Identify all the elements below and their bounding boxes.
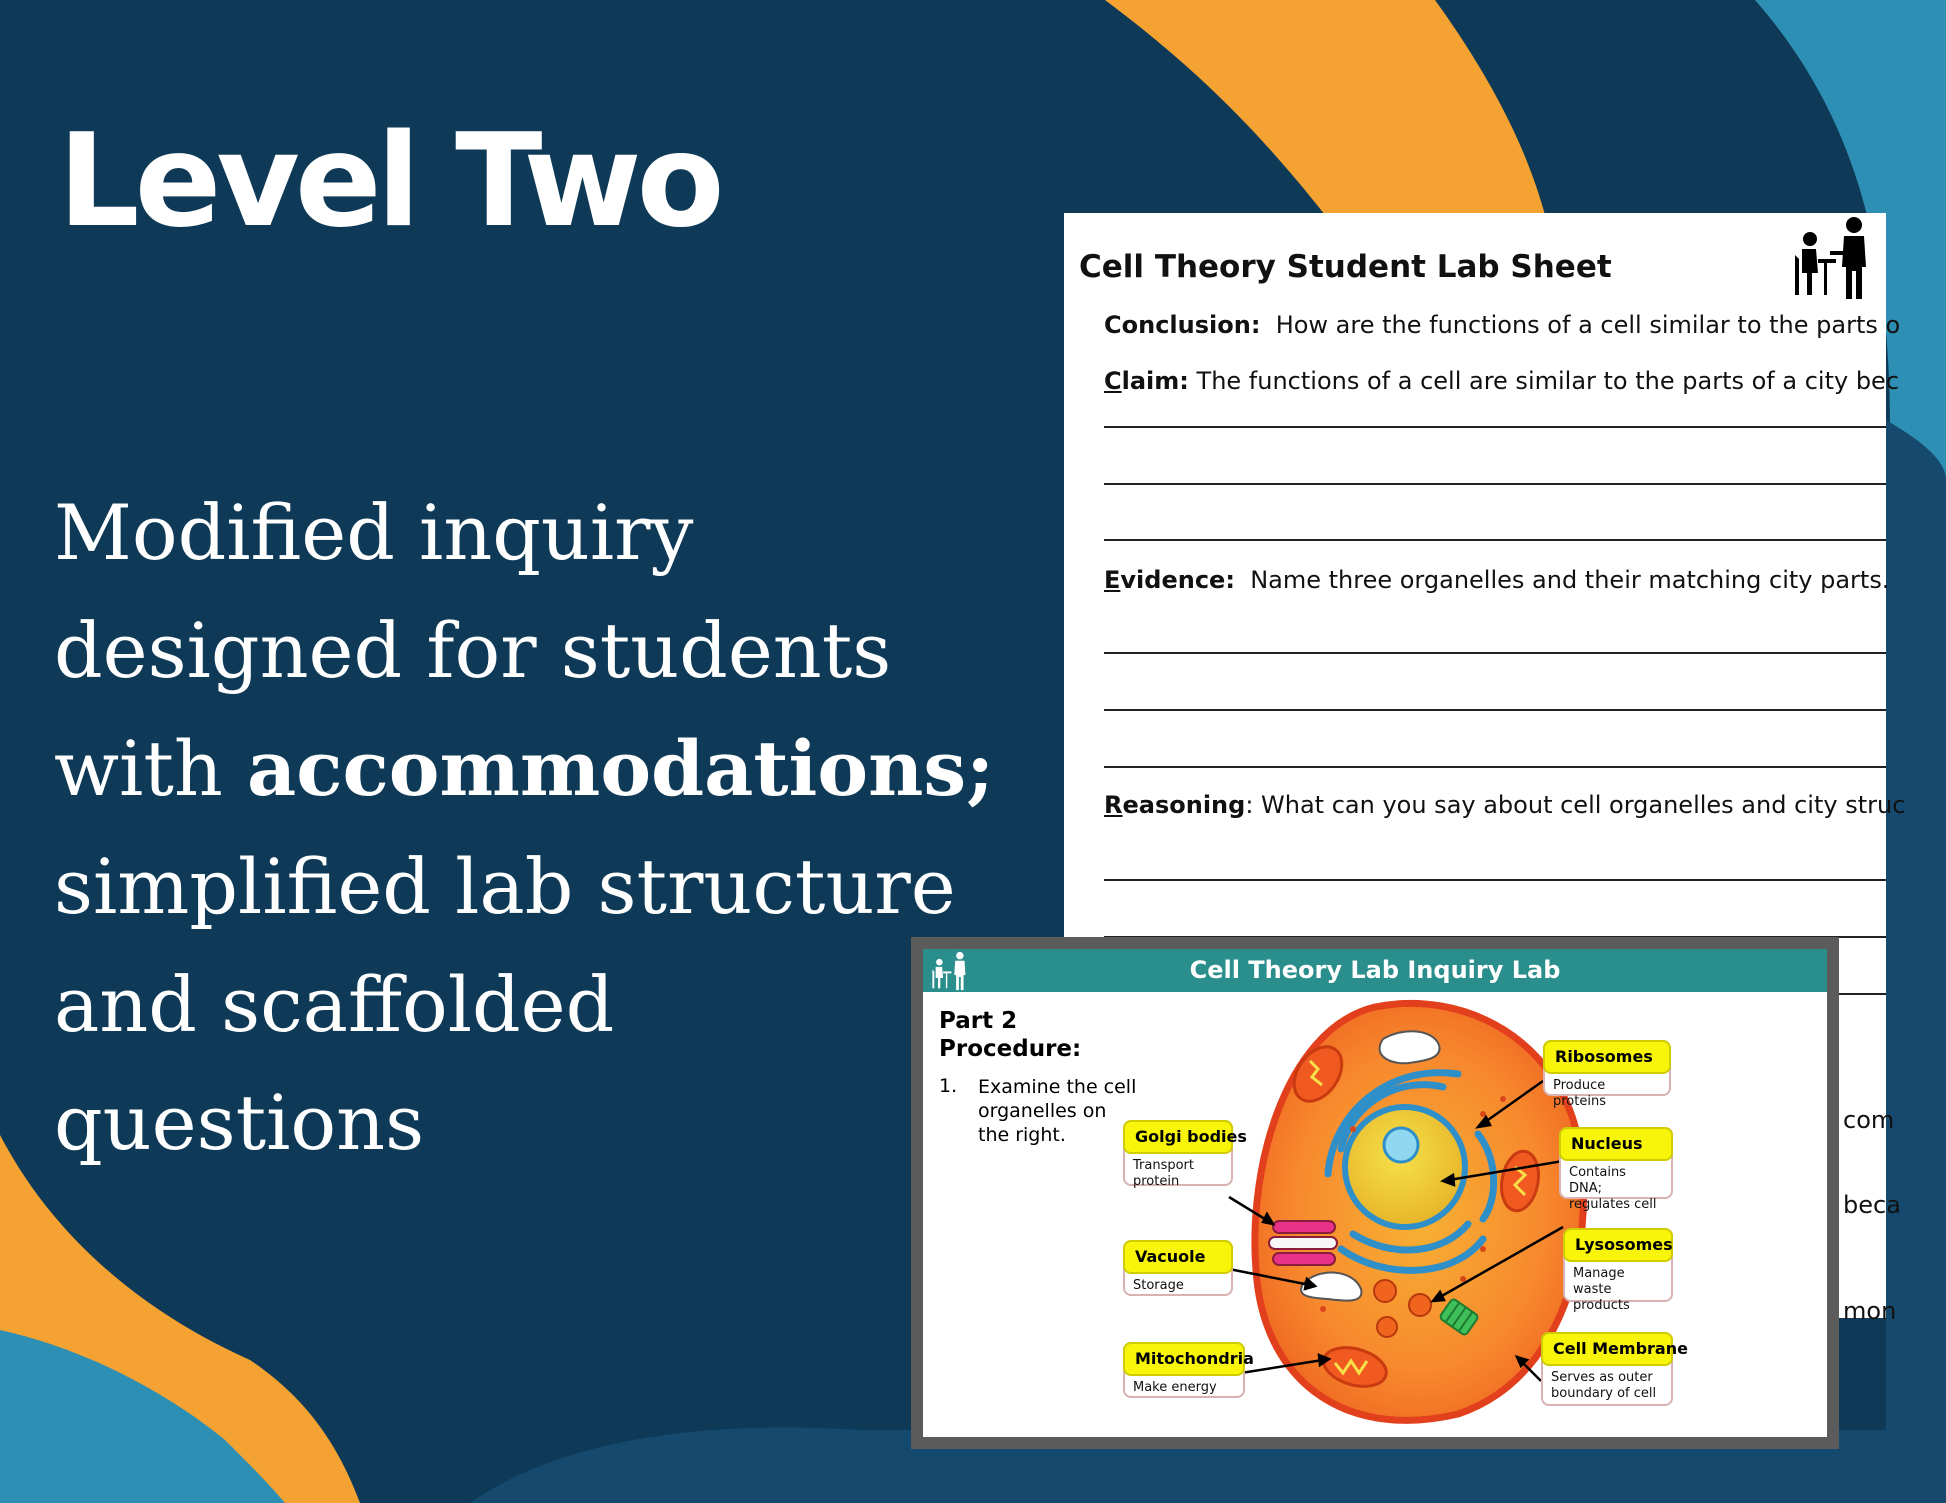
answer-line <box>1104 539 1886 541</box>
page-title: Level Two <box>58 107 720 256</box>
step-number: 1. <box>939 1075 958 1097</box>
step-text: Examine the cell organelles on the right. <box>978 1076 1137 1146</box>
description-line-6: questions <box>54 1078 425 1167</box>
nucleus <box>1345 1107 1465 1227</box>
blue-shape-right <box>1886 420 1946 1503</box>
animal-cell-diagram <box>923 949 1827 1437</box>
answer-line <box>1104 426 1886 428</box>
label-golgi-bodies: Golgi bodies Transport protein <box>1123 1120 1233 1186</box>
answer-line <box>1104 879 1886 881</box>
partial-text: mon <box>1843 1297 1897 1325</box>
partial-text: beca <box>1843 1191 1901 1219</box>
lab-sheet-title: Cell Theory Student Lab Sheet <box>1079 249 1612 285</box>
lysosome <box>1377 1317 1397 1337</box>
vacuole <box>1380 1031 1440 1063</box>
slide-title: Cell Theory Lab Inquiry Lab <box>1189 956 1561 984</box>
reasoning-prompt: Reasoning: What can you say about cell organelles and city struc <box>1104 791 1906 819</box>
answer-line <box>1104 483 1886 485</box>
label-vacuole: Vacuole Storage <box>1123 1240 1233 1296</box>
label-ribosomes: Ribosomes Produce proteins <box>1543 1040 1671 1096</box>
nucleolus <box>1384 1128 1418 1162</box>
lysosome <box>1409 1294 1431 1316</box>
answer-line <box>1104 766 1886 768</box>
label-lysosomes: Lysosomes Manage waste products <box>1563 1228 1673 1302</box>
description-line-5: and scaffolded <box>54 960 615 1049</box>
label-nucleus: Nucleus Contains DNA; regulates cell <box>1559 1127 1673 1199</box>
evidence-prompt: Evidence: Name three organelles and their matching city parts. <box>1104 566 1890 594</box>
lysosome <box>1374 1280 1396 1302</box>
description <box>54 474 1014 1182</box>
description-line-2: designed for students <box>54 606 892 695</box>
partial-text: com <box>1843 1106 1895 1134</box>
label-cell-membrane: Cell Membrane Serves as outer boundary of cell <box>1541 1332 1673 1406</box>
description-line-3 <box>54 710 1014 828</box>
label-mitochondria: Mitochondria Make energy <box>1123 1342 1245 1398</box>
answer-line <box>1104 652 1886 654</box>
slide-frame <box>911 937 1839 1449</box>
conclusion-question: Conclusion: How are the functions of a cell similar to the parts o <box>1104 311 1901 339</box>
answer-line <box>1104 709 1886 711</box>
description-line-4: simplified lab structure <box>54 842 956 931</box>
claim-prompt: Claim: The functions of a cell are similar to the parts of a city bec <box>1104 367 1900 395</box>
description-emphasis: accommodations; <box>247 724 995 813</box>
description-line-1: Modified inquiry <box>54 488 694 577</box>
golgi-apparatus <box>1269 1221 1337 1265</box>
teacher-student-icon <box>1790 215 1880 301</box>
slide-content <box>923 949 1827 1437</box>
slide-part-heading: Part 2 Procedure: <box>939 1008 1082 1062</box>
description-line-3-prefix: with <box>54 724 248 813</box>
